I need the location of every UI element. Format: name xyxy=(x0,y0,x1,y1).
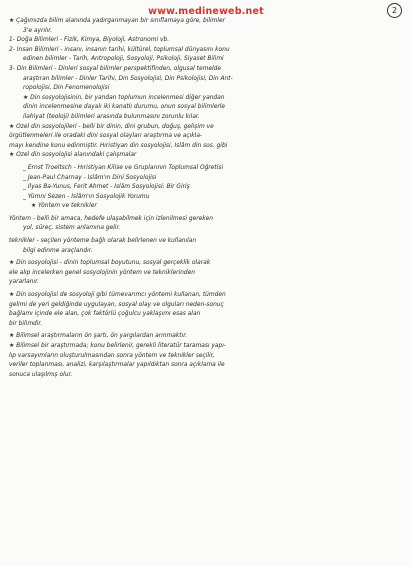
note-line: ★ Özel din sosyolojileri - belli bir dinin, dini grubun, doğuş, gelişim ve xyxy=(9,123,214,130)
note-line: örgütlenmeleri ile oradaki dini sosyal olayları araştırma ve açıkla- xyxy=(9,133,203,140)
note-line: dinin incelenmesine dayalı iki kanatlı durumu, onun sosyal bilimlerle xyxy=(23,104,226,111)
note-line: mayı kendine konu edinmiştir. Hıristiyan din sosyolojisi, İslâm din sos. gibi xyxy=(9,142,228,149)
note-line: sonuca ulaşılmış olur. xyxy=(9,371,73,378)
note-line: ropolojisi, Din Fenomenolojisi xyxy=(23,85,110,92)
note-line: ★ Özel din sosyolojisi alanındaki çalışmalar xyxy=(9,152,137,159)
note-line: lıp varsayımların oluşturulmasından sonra yöntem ve teknikler seçilir, xyxy=(9,352,215,359)
note-line: Yöntem - belli bir amaca, hedefe ulaşabilmek için izlenilmesi gereken xyxy=(9,215,214,222)
note-line: veriler toplanması, analizi, karşılaştırmalar yapıldıktan sonra açıklama ile xyxy=(9,362,225,369)
note-line: ★ Din sosyolojisi - dinin toplumsal boyutunu, sosyal gerçeklik olarak xyxy=(9,260,211,267)
note-line: gelimi de yeri geldiğinde uygulayan, sosyal olay ve olguları neden-sonuç xyxy=(9,301,224,308)
note-line: _ Ernst Troeltsch - Hıristiyan Kilise ve Gruplarının Toplumsal Öğretisi xyxy=(23,164,224,171)
note-line: ★ Bilimsel bir araştırmada; konu belirlenir, gerekli literatür taraması yapı- xyxy=(9,343,227,349)
note-line: 3- Din Bilimleri - Dinleri sosyal bilimler perspektifinden, olgusal temelde xyxy=(9,65,221,72)
note-line: edinen bilimler - Tarih, Antropoloji, Sosyoloji, Psikoloji, Siyaset Bilimi xyxy=(23,56,224,63)
note-line: araştıran bilimler - Dinler Tarihi, Din Sosyolojisi, Din Psikolojisi, Din Ant- xyxy=(23,75,233,82)
note-line: bir bilimdir. xyxy=(9,320,43,327)
note-line: teknikler - seçilen yönteme bağlı olarak belirlenen ve kullanılan xyxy=(9,238,197,245)
note-line: _ Ilyas Ba-Yunus, Ferit Ahmet - İslâm Sosyolojisi: Bir Giriş xyxy=(23,184,190,191)
site-watermark: www.medineweb.net xyxy=(148,6,264,17)
page-number: 2 xyxy=(387,3,402,18)
note-line: ★ Din sosyolojisinin, bir yandan toplumun incelenmesi diğer yandan xyxy=(23,94,225,101)
note-line: ilahiyat (teoloji) bilimleri arasında bulunmasını zorunlu kılar. xyxy=(23,113,200,120)
note-line: 3'e ayrılır. xyxy=(23,27,53,34)
note-line: 2- İnsan Bilimleri - insanı, insanın tarihi, kültürel, toplumsal dünyasını konu xyxy=(9,46,230,53)
note-line: yararlanır. xyxy=(9,279,39,286)
handwritten-notes xyxy=(9,17,405,380)
note-line: yol, süreç, sistem anlamına gelir. xyxy=(23,225,121,232)
note-line: 1- Doğa Bilimleri - Fizik, Kimya, Biyoloji, Astronomi vb. xyxy=(9,37,170,44)
note-line: ★ Din sosyolojisi de sosyoloji gibi tümevarımcı yöntemi kullanan, tümden xyxy=(9,292,226,299)
note-line: ★ Yöntem ve teknikler xyxy=(31,203,97,210)
note-line: ele alıp incelerken genel sosyolojinin yöntem ve tekniklerinden xyxy=(9,269,195,276)
note-line: _ Jean-Paul Charnay - İslâm'ın Dini Sosyolojisi xyxy=(23,174,157,181)
note-line: _ Yümni Sezen - İslâm'ın Sosyolojik Yorumu xyxy=(23,193,150,200)
note-line: ★ Çağımızda bilim alanında yadırganmayan bir sınıflamaya göre, bilimler xyxy=(9,18,226,24)
note-line: ★ Bilimsel araştırmaların ön şartı, ön yargılardan arınmaktır. xyxy=(9,333,187,340)
note-line: bilgi edinme araçlarıdır. xyxy=(23,247,93,254)
note-line: bağlamı içinde ele alan, çok faktörlü çoğulcu yaklaşımı esas alan xyxy=(9,311,201,318)
